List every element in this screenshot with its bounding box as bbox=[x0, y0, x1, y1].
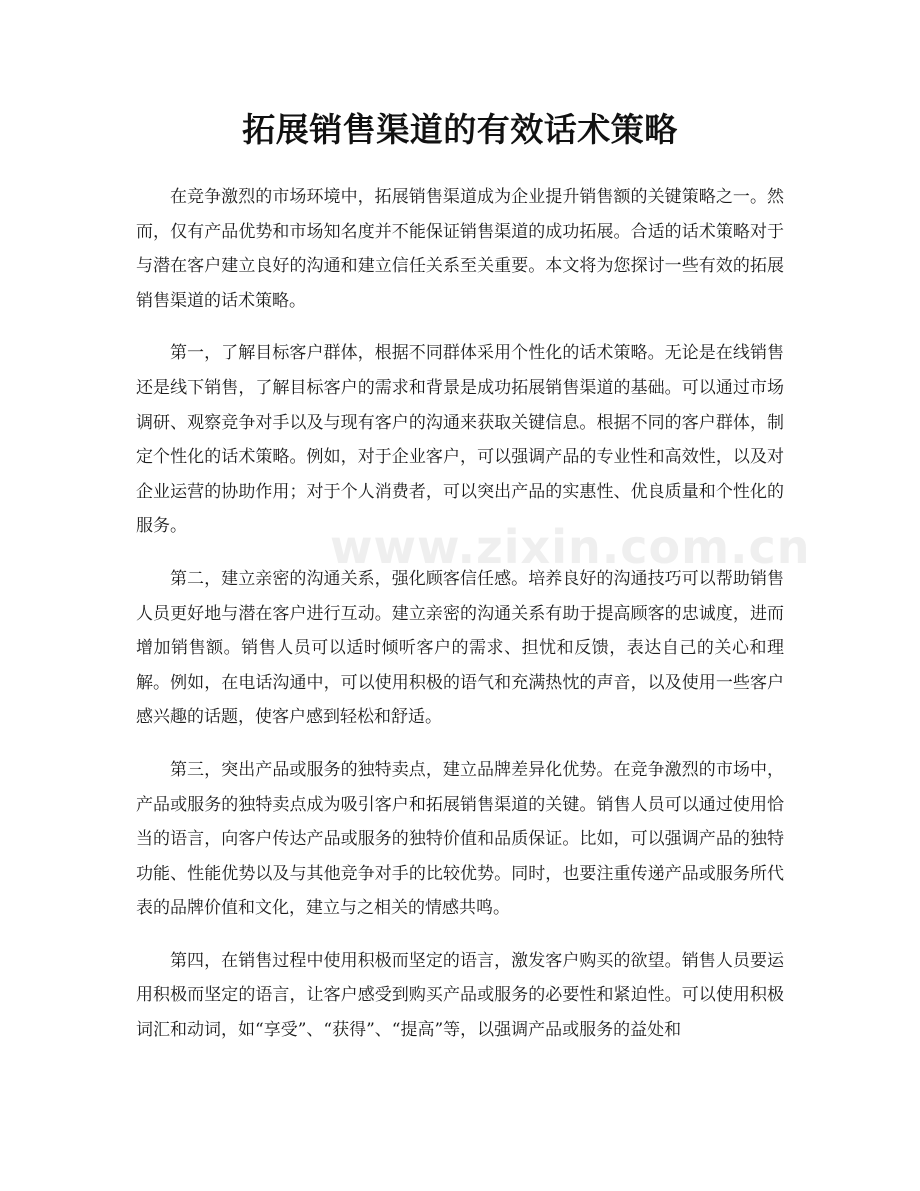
document-title: 拓展销售渠道的有效话术策略 bbox=[242, 110, 678, 149]
paragraph-third: 第三，突出产品或服务的独特卖点，建立品牌差异化优势。在竞争激烈的市场中，产品或服务的独特卖点成为吸引客户和拓展销售渠道的关键。销售人员可以通过使用恰当的语言，向客户传达产品或服务的独特价值和品质保证。比如，可以强调产品的独特功能、性能优势以及与其他竞争对手的比较优势。同时，也要注重传递产品或服务所代表的品牌价值和文化，建立与之相关的情感共鸣。 bbox=[136, 759, 784, 919]
paragraph-fourth: 第四，在销售过程中使用积极而坚定的语言，激发客户购买的欲望。销售人员要运用积极而坚定的语言，让客户感受到购买产品或服务的必要性和紧迫性。可以使用积极词汇和动词，如“享受”、“获得”、“提高”等，以强调产品或服务的益处和 bbox=[136, 950, 784, 1041]
paragraph-first: 第一，了解目标客户群体，根据不同群体采用个性化的话术策略。无论是在线销售还是线下销售，了解目标客户的需求和背景是成功拓展销售渠道的基础。可以通过市场调研、观察竞争对手以及与现有客户的沟通来获取关键信息。根据不同的客户群体，制定个性化的话术策略。例如，对于企业客户，可以强调产品的专业性和高效性，以及对企业运营的协助作用；对于个人消费者，可以突出产品的实惠性、优良质量和个性化的服务。 bbox=[136, 343, 784, 537]
paragraph-intro: 在竞争激烈的市场环境中，拓展销售渠道成为企业提升销售额的关键策略之一。然而，仅有产品优势和市场知名度并不能保证销售渠道的成功拓展。合适的话术策略对于与潜在客户建立良好的沟通和建立信任关系至关重要。本文将为您探讨一些有效的拓展销售渠道的话术策略。 bbox=[136, 187, 784, 311]
document-body bbox=[136, 180, 784, 1066]
paragraph-second: 第二，建立亲密的沟通关系，强化顾客信任感。培养良好的沟通技巧可以帮助销售人员更好地与潜在客户进行互动。建立亲密的沟通关系有助于提高顾客的忠诚度，进而增加销售额。销售人员可以适时倾听客户的需求、担忧和反馈，表达自己的关心和理解。例如，在电话沟通中，可以使用积极的语气和充满热忱的声音，以及使用一些客户感兴趣的话题，使客户感到轻松和舒适。 bbox=[136, 568, 784, 728]
watermark-text: www.zixin.com.cn bbox=[330, 520, 811, 574]
